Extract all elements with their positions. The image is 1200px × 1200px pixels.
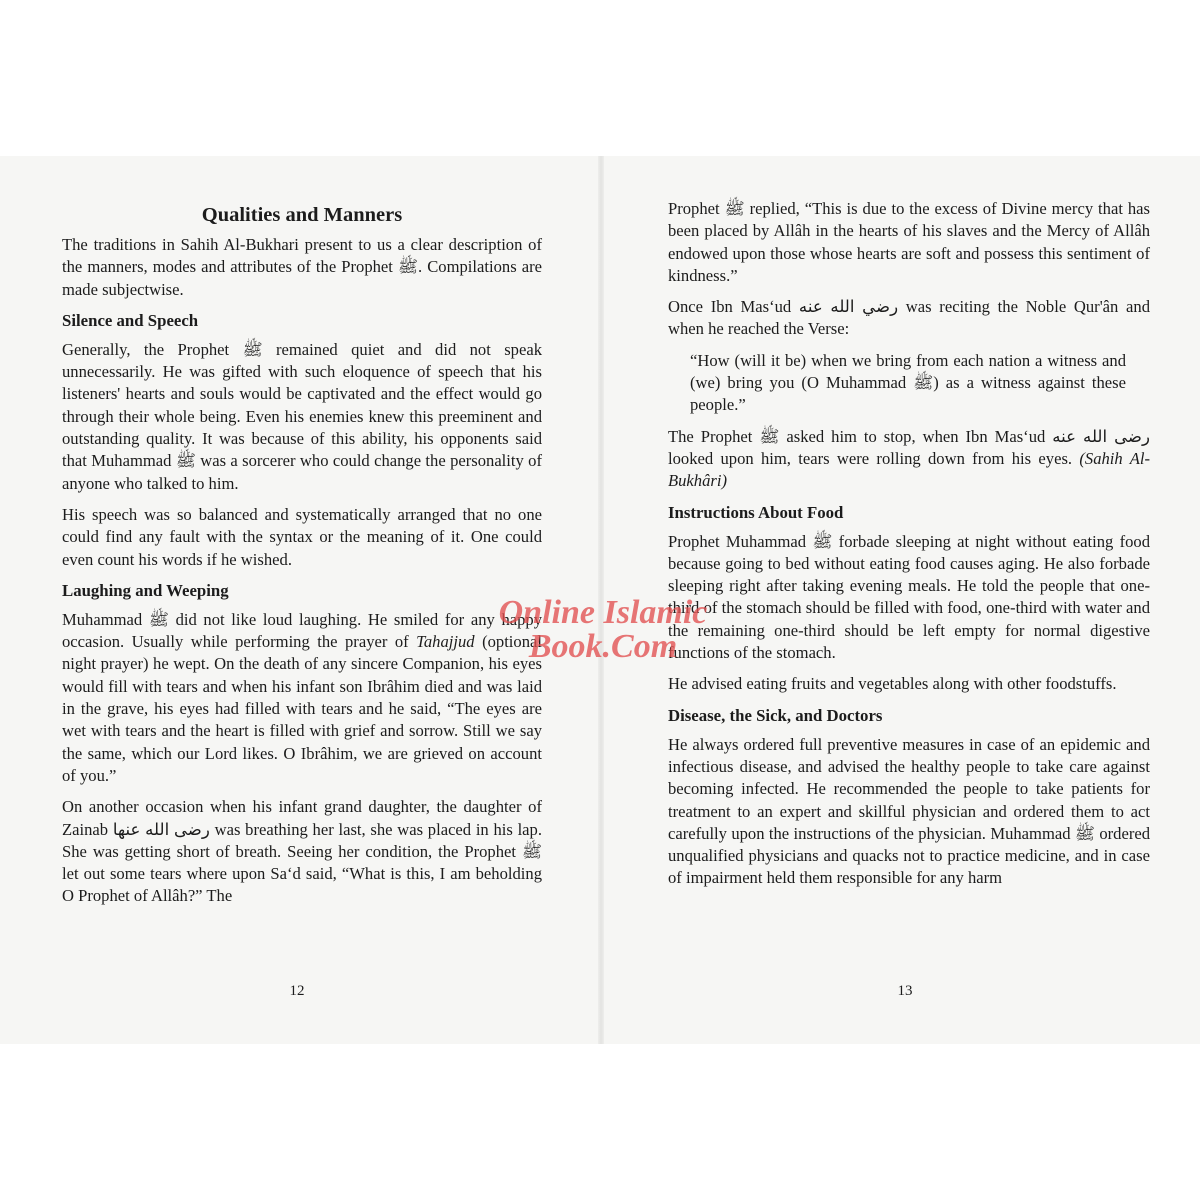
paragraph: Once Ibn Mas‘ud رضي الله عنه was reciting the Noble Qur'ân and when he reached the Verse: — [668, 297, 1151, 339]
citation: (Sahih Al-Bukhâri) — [668, 448, 1150, 491]
section-heading-instructions-about-food: Instructions About Food — [668, 502, 844, 522]
book-gutter — [598, 156, 604, 1044]
paragraph: He always ordered full preventive measures in case of an epidemic and infectious disease, and advised the healthy people to take care against becoming infected. He recommended the people to take patients for treatment to an expert and skillful physician and ordered them to act carefully upon the instructions of the physician. Muhammad ﷺ ordered unqualified physicians and quacks not to practice medicine, and in case of impairment held them responsible for any harm — [668, 734, 1151, 888]
paragraph: Prophet ﷺ replied, “This is due to the excess of Divine mercy that has been placed by Allâh in the hearts of his slaves and the Mercy of Allâh endowed upon those whose hearts are soft and possess this sentiment of kindness.” — [668, 199, 1151, 285]
left-page — [62, 196, 542, 917]
italic-term: Tahajjud — [416, 632, 475, 652]
page-title: Qualities and Manners — [201, 204, 403, 226]
watermark-line: Book.Com — [528, 628, 678, 665]
section-heading-silence-and-speech: Silence and Speech — [62, 310, 199, 330]
section-heading-laughing-and-weeping: Laughing and Weeping — [62, 580, 229, 600]
paragraph: His speech was so balanced and systematically arranged that no one could find any fault with the syntax or the meaning of it. One could even count his words if he wished. — [62, 504, 542, 569]
intro-paragraph: The traditions in Sahih Al-Bukhari present to us a clear description of the manners, modes and attributes of the Prophet ﷺ. Compilations are made subjectwise. — [62, 235, 542, 299]
verse-quote: “How (will it be) when we bring from each nation a witness and (we) bring you (O Muhammad ﷺ) as a witness against these people.” — [690, 350, 1126, 415]
text-run: The Prophet ﷺ asked him to stop, when Ibn Mas‘ud رضى الله عنه looked upon him, tears were rolling down from his eyes. — [668, 426, 1151, 468]
text-run: (optional night prayer) he wept. On the death of any sincere Companion, his eyes would fill with tears and when his infant son Ibrâhim died and was laid in the grave, his eyes had filled with tears and he said, “The eyes are wet with tears and the heart is filled with grief and sorrow. Still we say the same, which our Lord likes. O Ibrâhim, we are grieved on account of you.” — [62, 632, 542, 785]
paragraph: On another occasion when his infant grand daughter, the daughter of Zainab رضى الله عنها was breathing her last, she was placed in his lap. She was getting short of breath. Seeing her condition, the Prophet ﷺ let out some tears where upon Sa‘d said, “What is this, I am beholding O Prophet of Allâh?” The — [62, 797, 542, 906]
paragraph — [668, 426, 1150, 493]
book-spread — [0, 156, 1200, 1044]
watermark-line: Online Islamic — [498, 594, 708, 631]
paragraph: Prophet Muhammad ﷺ forbade sleeping at night without eating food because going to bed without eating food causes aging. He also forbade sleeping right after taking evening meals. He told the people that one-third of the stomach should be filled with food, one-third with water and the remaining one-third should be left empty for normal digestive functions of the stomach. — [668, 531, 1151, 663]
paragraph: Generally, the Prophet ﷺ remained quiet and did not speak unnecessarily. He was gifted with such eloquence of speech that his listeners' hearts and souls would be captivated and the effect would go through their whole being. Even his enemies knew this preeminent and outstanding quality. It was because of this ability, his opponents said that Muhammad ﷺ was a sorcerer who could change the personality of anyone who talked to him. — [62, 339, 543, 493]
paragraph: He advised eating fruits and vegetables along with other foodstuffs. — [668, 674, 1117, 694]
page-number-right: 13 — [897, 983, 913, 999]
section-heading-disease-sick-doctors: Disease, the Sick, and Doctors — [668, 705, 883, 725]
paragraph — [62, 609, 542, 787]
text-run: Muhammad ﷺ did not like loud laughing. He smiled for any happy occasion. Usually while performing the prayer of — [62, 609, 542, 652]
page-number-left: 12 — [289, 983, 305, 999]
right-page — [668, 198, 1150, 899]
